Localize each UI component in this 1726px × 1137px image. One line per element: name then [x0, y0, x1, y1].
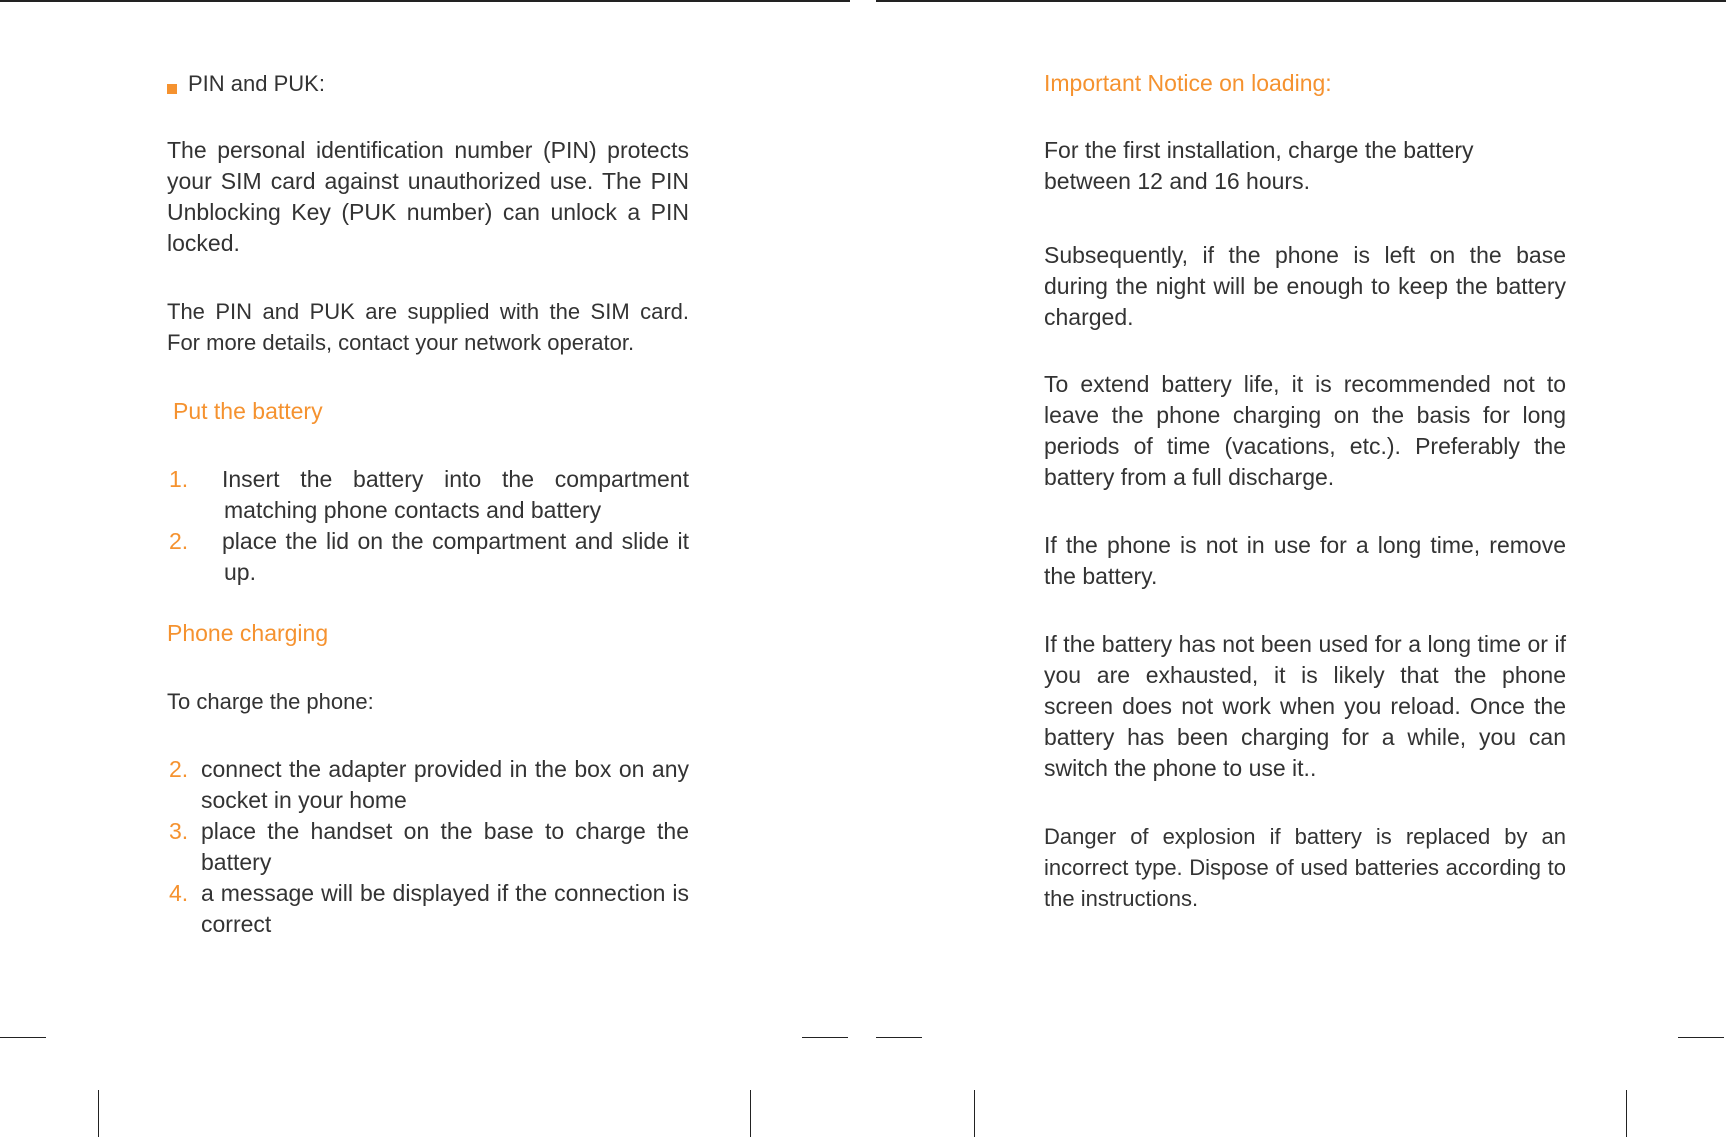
pin-heading-label: PIN and PUK:	[188, 71, 325, 96]
notice-paragraph: If the phone is not in use for a long time, remove the battery.	[1044, 532, 1566, 589]
list-text: a message will be displayed if the connection is correct	[201, 880, 689, 937]
list-number: 2.	[169, 528, 189, 554]
list-text: Insert the battery into the compartment matching phone contacts and battery	[222, 466, 689, 523]
notice-paragraph: If the battery has not been used for a long time or if you are exhausted, it is likely that the phone screen does not work when you reload. Once the battery has been charging for a while, you can switch the phone to use it..	[1044, 631, 1566, 781]
list-item	[167, 464, 689, 526]
crop-mark	[1626, 1090, 1627, 1137]
list-number: 1.	[169, 466, 189, 492]
list-number: 3.	[169, 818, 189, 844]
notice-heading: Important Notice on loading:	[1044, 70, 1332, 96]
list-number: 4.	[169, 880, 189, 906]
notice-paragraph: To extend battery life, it is recommended not to leave the phone charging on the basis for long periods of time (vacations, etc.). Preferably the battery from a full discharge.	[1044, 371, 1566, 490]
right-page	[876, 0, 1726, 1137]
left-page	[0, 0, 850, 1137]
crop-mark	[876, 1037, 922, 1038]
list-item	[167, 878, 689, 940]
danger-paragraph: Danger of explosion if battery is replaced by an incorrect type. Dispose of used batteries according to the instructions.	[1044, 824, 1566, 911]
top-rule	[876, 0, 1726, 2]
list-text: place the lid on the compartment and slide it up.	[222, 528, 689, 585]
crop-mark	[974, 1090, 975, 1137]
crop-mark	[0, 1037, 46, 1038]
pin-heading	[167, 68, 325, 99]
list-number: 2.	[169, 756, 189, 782]
charging-heading: Phone charging	[167, 620, 329, 646]
pin-paragraph: The personal identification number (PIN) protects your SIM card against unauthorized use. The PIN Unblocking Key (PUK number) can unlock a PIN locked.	[167, 137, 689, 256]
list-item	[167, 526, 689, 588]
square-bullet-icon	[167, 84, 177, 94]
pin-supplied-paragraph: The PIN and PUK are supplied with the SIM card. For more details, contact your network operator.	[167, 299, 689, 355]
crop-mark	[750, 1090, 751, 1137]
crop-mark	[1678, 1037, 1724, 1038]
notice-paragraph: For the first installation, charge the battery between 12 and 16 hours.	[1044, 137, 1474, 194]
list-text: place the handset on the base to charge the battery	[201, 818, 689, 875]
battery-heading: Put the battery	[173, 398, 323, 424]
top-rule	[0, 0, 850, 2]
charging-intro: To charge the phone:	[167, 689, 374, 714]
list-item	[167, 754, 689, 816]
list-text: connect the adapter provided in the box on any socket in your home	[201, 756, 689, 813]
list-item	[167, 816, 689, 878]
crop-mark	[98, 1090, 99, 1137]
crop-mark	[802, 1037, 848, 1038]
notice-paragraph: Subsequently, if the phone is left on the base during the night will be enough to keep the battery charged.	[1044, 242, 1566, 330]
